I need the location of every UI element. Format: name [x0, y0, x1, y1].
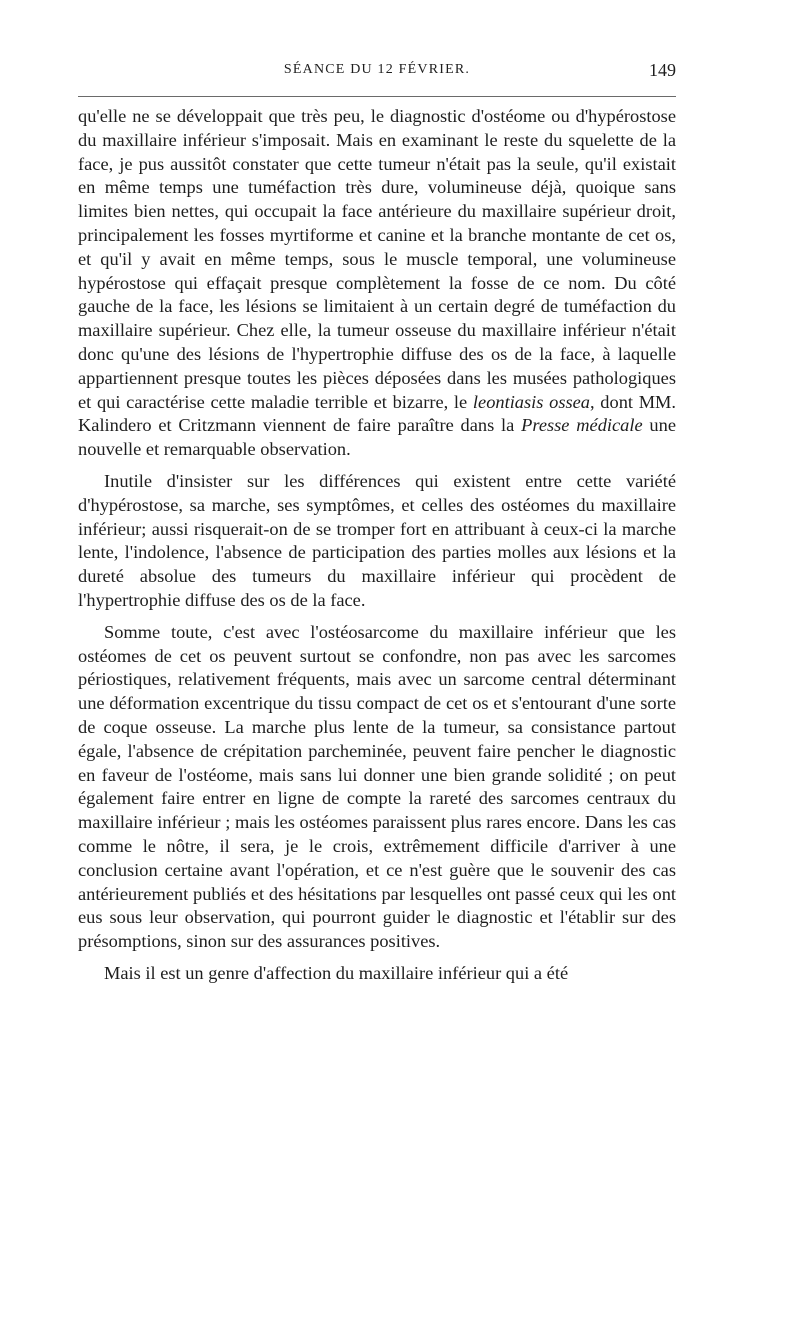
- paragraph-2: Inutile d'insister sur les différences qui existent entre cette variété d'hypérostose, sa marche, ses symptômes, et celles des ostéomes du maxillaire inférieur; aussi risquerait-on de se tromper fort en attribuant à ceux-ci la marche lente, l'indolence, l'absence de participation des parties molles aux lésions et la dureté absolue des tumeurs du maxillaire inférieur qui procèdent de l'hypertrophie diffuse des os de la face.: [78, 470, 676, 610]
- paragraph-4: Mais il est un genre d'affection du maxillaire inférieur qui a été: [104, 962, 569, 983]
- paragraph-1-text-b: , dont MM. Kalindero et Critzmann viennent de faire paraître dans la: [78, 391, 677, 436]
- body-text: [78, 105, 676, 986]
- header-rule: [78, 96, 676, 97]
- paragraph-1-text-c: une nouvelle et remarquable observation.: [78, 415, 676, 460]
- book-page: [78, 60, 676, 986]
- paragraph-1-text-a: qu'elle ne se développait que très peu, le diagnostic d'ostéome ou d'hypérostose du maxillaire inférieur s'imposait. Mais en examinant le reste du squelette de la face, je pus aussitôt constater que cette tumeur n'était pas la seule, qu'il existait en même temps une tuméfaction très dure, volumineuse déjà, quoique sans limites bien nettes, qui occupait la face antérieure du maxillaire supérieur droit, principalement les fosses myrtiforme et canine et la branche montante de cet os, et qu'il y avait en même temps, sous le muscle temporal, une volumineuse hypérostose qui effaçait presque complètement la fosse de ce nom. Du côté gauche de la face, les lésions se limitaient à un certain degré de tuméfaction du maxillaire supérieur. Chez elle, la tumeur osseuse du maxillaire inférieur n'était donc qu'une des lésions de l'hypertrophie diffuse des os de la face, à laquelle appartiennent presque toutes les pièces déposées dans les musées pathologiques et qui caractérise cette maladie terrible et bizarre, le: [78, 106, 676, 412]
- paragraph-3: Somme toute, c'est avec l'ostéosarcome du maxillaire inférieur que les ostéomes de cet os peuvent surtout se confondre, non pas avec les sarcomes périostiques, relativement fréquents, mais avec un sarcome central déterminant une déformation excentrique du tissu compact de cet os et s'entourant d'une sorte de coque osseuse. La marche plus lente de la tumeur, sa consistance partout égale, l'absence de crépitation parcheminée, peuvent faire pencher le diagnostic en faveur de l'ostéome, mais sans lui donner une bien grande solidité ; on peut également faire entrer en ligne de compte la rareté des sarcomes centraux du maxillaire inférieur ; mais les ostéomes paraissent plus rares encore. Dans les cas comme le nôtre, il sera, je le crois, extrêmement difficile d'arriver à une conclusion certaine avant l'opération, et ce n'est guère que le souvenir des cas antérieurement publiés et des hésitations par lesquelles ont passé ceux qui les ont eus sous leur observation, qui pourront guider le diagnostic et l'établir sur des présomptions, sinon sur des assurances positives.: [78, 621, 676, 952]
- page-number: 149: [649, 60, 676, 80]
- running-title: SÉANCE DU 12 FÉVRIER.: [283, 62, 471, 77]
- running-header: [78, 60, 676, 90]
- italic-leontiasis-ossea: leontiasis ossea: [472, 391, 590, 412]
- italic-presse-medicale: Presse médicale: [521, 415, 643, 436]
- paragraph-1: [78, 105, 676, 462]
